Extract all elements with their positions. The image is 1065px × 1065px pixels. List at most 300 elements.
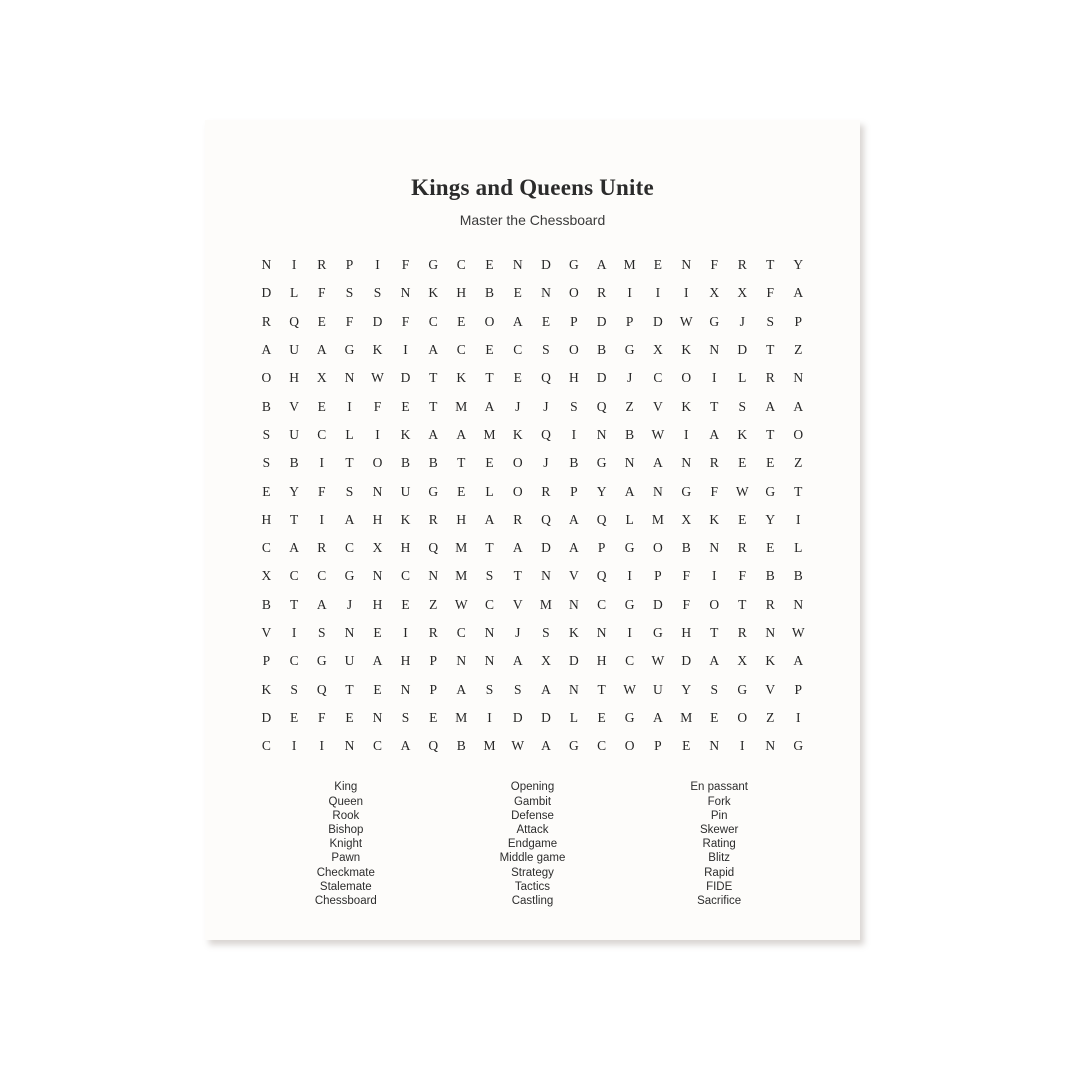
grid-cell[interactable]: L <box>289 285 299 301</box>
grid-cell[interactable]: N <box>512 257 523 273</box>
grid-cell[interactable]: E <box>738 511 747 527</box>
grid-cell[interactable]: V <box>569 568 579 584</box>
word-list-item[interactable]: Chessboard <box>314 894 377 907</box>
grid-cell[interactable]: R <box>317 257 327 273</box>
grid-cell[interactable]: A <box>344 511 355 527</box>
grid-cell[interactable]: G <box>624 540 635 556</box>
grid-cell[interactable]: A <box>261 342 272 358</box>
word-list-item[interactable]: Rapid <box>704 866 735 879</box>
grid-cell[interactable]: R <box>597 285 607 301</box>
word-list-item[interactable]: Defense <box>511 809 554 822</box>
grid-cell[interactable]: M <box>539 596 552 612</box>
grid-cell[interactable]: P <box>794 313 803 329</box>
grid-cell[interactable]: Q <box>596 511 607 527</box>
grid-cell[interactable]: E <box>317 313 326 329</box>
grid-cell[interactable]: Q <box>541 426 551 442</box>
grid-cell[interactable]: G <box>624 709 635 725</box>
grid-cell[interactable]: T <box>429 370 438 386</box>
grid-cell[interactable]: P <box>794 681 803 697</box>
word-list-item[interactable]: Rating <box>702 838 736 851</box>
grid-cell[interactable]: N <box>765 625 776 640</box>
word-list-item[interactable]: Tactics <box>514 880 551 893</box>
grid-cell[interactable]: C <box>261 738 271 754</box>
grid-cell[interactable]: I <box>627 625 632 640</box>
grid-cell[interactable]: A <box>512 313 523 329</box>
grid-cell[interactable]: E <box>317 398 326 414</box>
grid-cell[interactable]: B <box>569 455 579 471</box>
grid-cell[interactable]: B <box>456 738 466 754</box>
grid-cell[interactable]: C <box>317 568 327 584</box>
grid-cell[interactable]: I <box>487 709 492 725</box>
word-list-item[interactable]: Attack <box>516 823 549 836</box>
grid-cell[interactable]: B <box>401 455 411 471</box>
grid-cell[interactable]: E <box>766 540 775 556</box>
grid-cell[interactable]: W <box>623 681 636 697</box>
grid-cell[interactable]: X <box>681 511 692 527</box>
grid-cell[interactable]: E <box>429 709 438 725</box>
word-list-item[interactable]: Castling <box>511 894 554 907</box>
grid-cell[interactable]: Z <box>625 398 634 414</box>
grid-cell[interactable]: H <box>456 285 467 301</box>
grid-cell[interactable]: T <box>710 625 719 640</box>
grid-cell[interactable]: U <box>653 681 663 697</box>
grid-cell[interactable]: R <box>765 370 775 386</box>
grid-cell[interactable]: G <box>624 342 635 358</box>
grid-cell[interactable]: O <box>512 455 523 471</box>
grid-cell[interactable]: M <box>680 709 693 725</box>
word-list-item[interactable]: En passant <box>690 781 748 794</box>
grid-cell[interactable]: P <box>345 257 354 273</box>
grid-cell[interactable]: V <box>289 398 299 414</box>
grid-cell[interactable]: T <box>710 398 719 414</box>
grid-cell[interactable]: D <box>681 653 692 669</box>
grid-cell[interactable]: U <box>344 653 355 669</box>
grid-cell[interactable]: G <box>624 596 635 612</box>
grid-cell[interactable]: G <box>681 483 692 499</box>
word-list-item[interactable]: FIDE <box>706 880 733 893</box>
grid-cell[interactable]: H <box>569 370 579 386</box>
grid-cell[interactable]: I <box>683 285 689 301</box>
grid-cell[interactable]: N <box>428 568 439 584</box>
grid-cell[interactable]: A <box>428 426 439 442</box>
grid-cell[interactable]: B <box>597 342 607 358</box>
grid-cell[interactable]: Q <box>428 540 439 556</box>
grid-cell[interactable]: S <box>262 455 271 471</box>
word-list-item[interactable]: Knight <box>329 838 363 851</box>
grid-cell[interactable]: D <box>569 653 579 669</box>
grid-cell[interactable]: G <box>737 681 748 697</box>
grid-cell[interactable]: Y <box>596 483 607 499</box>
grid-cell[interactable]: A <box>456 681 467 697</box>
grid-cell[interactable]: L <box>485 483 494 499</box>
grid-cell[interactable]: S <box>513 681 522 697</box>
grid-cell[interactable]: W <box>511 738 525 754</box>
grid-cell[interactable]: S <box>766 313 774 329</box>
grid-cell[interactable]: T <box>513 568 522 584</box>
grid-cell[interactable]: A <box>289 540 299 556</box>
grid-cell[interactable]: S <box>290 681 298 697</box>
grid-cell[interactable]: J <box>515 398 521 414</box>
word-list-item[interactable]: Strategy <box>511 866 554 879</box>
grid-cell[interactable]: F <box>345 313 354 329</box>
grid-cell[interactable]: B <box>261 596 271 612</box>
grid-cell[interactable]: C <box>597 596 607 612</box>
grid-cell[interactable]: X <box>541 653 551 669</box>
grid-cell[interactable]: E <box>766 455 775 471</box>
word-list-item[interactable]: Sacrifice <box>697 894 742 907</box>
grid-cell[interactable]: A <box>793 398 804 414</box>
grid-cell[interactable]: P <box>654 738 662 754</box>
grid-cell[interactable]: F <box>710 257 718 273</box>
grid-cell[interactable]: S <box>542 625 550 640</box>
grid-cell[interactable]: O <box>681 370 692 386</box>
grid-cell[interactable]: A <box>512 540 523 556</box>
grid-cell[interactable]: O <box>737 709 748 725</box>
grid-cell[interactable]: N <box>456 653 467 669</box>
grid-cell[interactable]: P <box>570 313 578 329</box>
grid-cell[interactable]: K <box>681 342 692 358</box>
grid-cell[interactable]: C <box>373 738 383 754</box>
grid-cell[interactable]: G <box>793 738 804 754</box>
grid-cell[interactable]: F <box>401 313 410 329</box>
grid-cell[interactable]: D <box>261 709 272 725</box>
grid-cell[interactable]: S <box>318 625 326 640</box>
grid-cell[interactable]: N <box>709 342 720 358</box>
grid-cell[interactable]: I <box>319 738 325 754</box>
grid-cell[interactable]: J <box>626 370 633 386</box>
grid-cell[interactable]: I <box>403 342 408 358</box>
word-list-item[interactable]: Pin <box>710 809 728 822</box>
grid-cell[interactable]: T <box>457 455 466 471</box>
grid-cell[interactable]: B <box>289 455 299 471</box>
grid-cell[interactable]: E <box>401 596 410 612</box>
grid-cell[interactable]: A <box>653 709 663 725</box>
grid-cell[interactable]: T <box>345 455 354 471</box>
grid-cell[interactable]: I <box>291 738 297 754</box>
grid-cell[interactable]: C <box>289 568 299 584</box>
grid-cell[interactable]: S <box>345 285 354 301</box>
grid-cell[interactable]: P <box>654 568 662 584</box>
grid-cell[interactable]: L <box>794 540 803 556</box>
grid-cell[interactable]: R <box>513 511 523 527</box>
grid-cell[interactable]: I <box>375 257 380 273</box>
word-list-item[interactable]: Checkmate <box>316 866 375 879</box>
grid-cell[interactable]: Q <box>428 738 439 754</box>
grid-cell[interactable]: N <box>793 596 804 612</box>
grid-cell[interactable]: J <box>739 313 745 329</box>
grid-cell[interactable]: K <box>372 342 383 358</box>
grid-cell[interactable]: E <box>682 738 691 754</box>
grid-cell[interactable]: A <box>316 342 327 358</box>
grid-cell[interactable]: E <box>541 313 551 329</box>
grid-cell[interactable]: W <box>651 426 665 442</box>
grid-cell[interactable]: G <box>344 342 355 358</box>
grid-cell[interactable]: C <box>261 540 271 556</box>
grid-cell[interactable]: A <box>456 426 467 442</box>
grid-cell[interactable]: O <box>569 342 579 358</box>
grid-cell[interactable]: N <box>484 653 495 669</box>
grid-cell[interactable]: B <box>261 398 271 414</box>
grid-cell[interactable]: S <box>710 681 718 697</box>
grid-cell[interactable]: C <box>597 738 607 754</box>
grid-cell[interactable]: W <box>651 653 665 669</box>
grid-cell[interactable]: C <box>317 426 327 442</box>
grid-cell[interactable]: I <box>627 568 632 584</box>
grid-cell[interactable]: D <box>653 596 663 612</box>
grid-cell[interactable]: X <box>709 285 720 301</box>
grid-cell[interactable]: X <box>372 540 383 556</box>
grid-cell[interactable]: S <box>485 568 494 584</box>
grid-cell[interactable]: Y <box>681 681 692 697</box>
grid-cell[interactable]: A <box>793 653 804 669</box>
grid-cell[interactable]: D <box>737 342 748 358</box>
word-list-item[interactable]: Fork <box>707 795 731 808</box>
grid-cell[interactable]: G <box>569 257 579 273</box>
grid-cell[interactable]: F <box>401 257 410 273</box>
grid-cell[interactable]: E <box>485 342 494 358</box>
grid-cell[interactable]: G <box>709 313 720 329</box>
grid-cell[interactable]: O <box>624 738 635 754</box>
grid-cell[interactable]: N <box>372 568 383 584</box>
grid-cell[interactable]: E <box>289 709 299 725</box>
grid-cell[interactable]: H <box>372 596 383 612</box>
grid-cell[interactable]: A <box>709 653 720 669</box>
grid-cell[interactable]: I <box>571 426 577 442</box>
grid-cell[interactable]: E <box>401 398 410 414</box>
word-list-item[interactable]: Opening <box>510 781 555 794</box>
grid-cell[interactable]: G <box>653 625 663 640</box>
grid-cell[interactable]: O <box>484 313 495 329</box>
grid-cell[interactable]: D <box>261 285 272 301</box>
grid-cell[interactable]: G <box>569 738 579 754</box>
grid-cell[interactable]: C <box>513 342 523 358</box>
grid-cell[interactable]: F <box>373 398 382 414</box>
grid-cell[interactable]: C <box>625 653 635 669</box>
grid-cell[interactable]: N <box>793 370 804 386</box>
grid-cell[interactable]: M <box>455 709 468 725</box>
grid-cell[interactable]: R <box>541 483 551 499</box>
grid-cell[interactable]: S <box>373 285 382 301</box>
word-list-item[interactable]: Blitz <box>708 852 731 865</box>
grid-cell[interactable]: H <box>289 370 299 386</box>
grid-cell[interactable]: S <box>738 398 746 414</box>
grid-cell[interactable]: E <box>485 257 494 273</box>
grid-cell[interactable]: I <box>711 370 717 386</box>
grid-cell[interactable]: E <box>738 455 747 471</box>
grid-cell[interactable]: K <box>456 370 467 386</box>
grid-cell[interactable]: V <box>765 681 776 697</box>
grid-cell[interactable]: O <box>512 483 523 499</box>
grid-cell[interactable]: S <box>542 342 550 358</box>
word-list-item[interactable]: Gambit <box>513 795 552 808</box>
grid-cell[interactable]: K <box>261 681 272 697</box>
grid-cell[interactable]: N <box>261 257 272 273</box>
grid-cell[interactable]: T <box>738 596 747 612</box>
grid-cell[interactable]: D <box>372 313 383 329</box>
grid-cell[interactable]: N <box>484 625 495 640</box>
grid-cell[interactable]: W <box>679 313 693 329</box>
grid-cell[interactable]: U <box>400 483 411 499</box>
grid-cell[interactable]: C <box>456 257 466 273</box>
grid-cell[interactable]: T <box>289 511 299 527</box>
grid-cell[interactable]: G <box>428 257 439 273</box>
grid-cell[interactable]: U <box>289 342 299 358</box>
grid-cell[interactable]: I <box>291 257 297 273</box>
grid-cell[interactable]: N <box>344 370 355 386</box>
grid-cell[interactable]: T <box>766 342 775 358</box>
grid-cell[interactable]: B <box>765 568 775 584</box>
grid-cell[interactable]: H <box>681 625 692 640</box>
grid-cell[interactable]: O <box>709 596 720 612</box>
grid-cell[interactable]: R <box>737 625 747 640</box>
grid-cell[interactable]: R <box>317 540 327 556</box>
grid-cell[interactable]: P <box>262 653 271 669</box>
grid-cell[interactable]: H <box>400 653 411 669</box>
grid-cell[interactable]: C <box>456 342 466 358</box>
grid-cell[interactable]: N <box>709 540 720 556</box>
grid-cell[interactable]: F <box>318 483 326 499</box>
grid-cell[interactable]: A <box>653 455 663 471</box>
grid-cell[interactable]: R <box>428 511 438 527</box>
grid-cell[interactable]: F <box>682 596 690 612</box>
grid-cell[interactable]: K <box>400 426 411 442</box>
grid-cell[interactable]: G <box>316 653 327 669</box>
grid-cell[interactable]: G <box>596 455 607 471</box>
grid-cell[interactable]: H <box>596 653 607 669</box>
grid-cell[interactable]: P <box>625 313 634 329</box>
word-list-item[interactable]: King <box>334 781 358 794</box>
grid-cell[interactable]: S <box>570 398 578 414</box>
grid-cell[interactable]: P <box>597 540 606 556</box>
grid-cell[interactable]: F <box>682 568 690 584</box>
grid-cell[interactable]: C <box>401 568 411 584</box>
grid-cell[interactable]: V <box>653 398 663 414</box>
grid-cell[interactable]: R <box>709 455 719 471</box>
grid-cell[interactable]: X <box>261 568 272 584</box>
grid-cell[interactable]: A <box>372 653 383 669</box>
grid-cell[interactable]: C <box>428 313 438 329</box>
grid-cell[interactable]: D <box>400 370 411 386</box>
grid-cell[interactable]: V <box>512 596 523 612</box>
grid-cell[interactable]: I <box>403 625 408 640</box>
grid-cell[interactable]: C <box>653 370 663 386</box>
grid-cell[interactable]: J <box>346 596 353 612</box>
grid-cell[interactable]: N <box>344 625 355 640</box>
grid-cell[interactable]: Q <box>596 398 607 414</box>
word-list-item[interactable]: Pawn <box>331 852 361 865</box>
grid-cell[interactable]: C <box>345 540 355 556</box>
grid-cell[interactable]: B <box>793 568 803 584</box>
grid-cell[interactable]: N <box>400 285 411 301</box>
grid-cell[interactable]: E <box>457 313 466 329</box>
grid-cell[interactable]: F <box>766 285 774 301</box>
word-list-item[interactable]: Middle game <box>499 852 566 865</box>
grid-cell[interactable]: L <box>345 426 354 442</box>
grid-cell[interactable]: J <box>543 398 549 414</box>
grid-cell[interactable]: W <box>371 370 384 386</box>
grid-cell[interactable]: K <box>428 285 439 301</box>
grid-cell[interactable]: I <box>347 398 352 414</box>
word-list-item[interactable]: Skewer <box>699 823 739 836</box>
grid-cell[interactable]: O <box>261 370 272 386</box>
grid-cell[interactable]: A <box>569 540 579 556</box>
grid-cell[interactable]: P <box>570 483 578 499</box>
word-list-item[interactable]: Endgame <box>507 838 558 851</box>
grid-cell[interactable]: A <box>541 738 551 754</box>
grid-cell[interactable]: G <box>428 483 439 499</box>
grid-cell[interactable]: X <box>737 285 748 301</box>
grid-cell[interactable]: I <box>291 625 297 640</box>
grid-cell[interactable]: F <box>318 285 326 301</box>
grid-cell[interactable]: T <box>485 540 494 556</box>
grid-cell[interactable]: I <box>627 285 632 301</box>
grid-cell[interactable]: K <box>400 511 411 527</box>
grid-cell[interactable]: A <box>793 285 804 301</box>
grid-cell[interactable]: K <box>709 511 720 527</box>
grid-cell[interactable]: I <box>655 285 661 301</box>
grid-cell[interactable]: E <box>345 709 354 725</box>
grid-cell[interactable]: J <box>515 625 521 640</box>
grid-cell[interactable]: S <box>345 483 354 499</box>
grid-cell[interactable]: M <box>651 511 664 527</box>
grid-cell[interactable]: B <box>625 426 635 442</box>
grid-cell[interactable]: H <box>261 511 272 527</box>
grid-cell[interactable]: I <box>319 511 325 527</box>
grid-cell[interactable]: H <box>456 511 467 527</box>
grid-cell[interactable]: A <box>428 342 439 358</box>
grid-cell[interactable]: N <box>344 738 355 754</box>
grid-cell[interactable]: N <box>596 625 607 640</box>
grid-cell[interactable]: N <box>569 596 579 612</box>
grid-cell[interactable]: N <box>541 568 551 584</box>
grid-cell[interactable]: Z <box>794 455 803 471</box>
grid-cell[interactable]: Q <box>541 511 551 527</box>
grid-cell[interactable]: P <box>429 681 437 697</box>
grid-cell[interactable]: R <box>765 596 775 612</box>
grid-cell[interactable]: L <box>738 370 747 386</box>
grid-cell[interactable]: I <box>683 426 689 442</box>
grid-cell[interactable]: E <box>485 455 494 471</box>
grid-cell[interactable]: B <box>681 540 691 556</box>
word-search-grid[interactable] <box>253 251 813 760</box>
grid-cell[interactable]: T <box>766 426 775 442</box>
grid-cell[interactable]: R <box>737 257 747 273</box>
grid-cell[interactable]: N <box>372 709 383 725</box>
grid-cell[interactable]: E <box>710 709 719 725</box>
grid-cell[interactable]: E <box>373 625 382 640</box>
word-list-item[interactable]: Bishop <box>328 823 364 836</box>
grid-cell[interactable]: A <box>316 596 327 612</box>
grid-cell[interactable]: T <box>429 398 438 414</box>
grid-cell[interactable]: W <box>735 483 749 499</box>
grid-cell[interactable]: D <box>596 313 607 329</box>
grid-cell[interactable]: E <box>513 285 522 301</box>
grid-cell[interactable]: B <box>428 455 438 471</box>
word-list-item[interactable]: Queen <box>328 795 364 808</box>
grid-cell[interactable]: T <box>794 483 803 499</box>
grid-cell[interactable]: I <box>796 709 801 725</box>
grid-cell[interactable]: A <box>765 398 776 414</box>
grid-cell[interactable]: M <box>455 568 468 584</box>
grid-cell[interactable]: T <box>766 257 775 273</box>
grid-cell[interactable]: N <box>372 483 383 499</box>
grid-cell[interactable]: N <box>681 257 692 273</box>
grid-cell[interactable]: K <box>765 653 776 669</box>
grid-cell[interactable]: M <box>623 257 636 273</box>
grid-cell[interactable]: D <box>541 709 551 725</box>
grid-cell[interactable]: E <box>653 257 663 273</box>
grid-cell[interactable]: O <box>653 540 663 556</box>
